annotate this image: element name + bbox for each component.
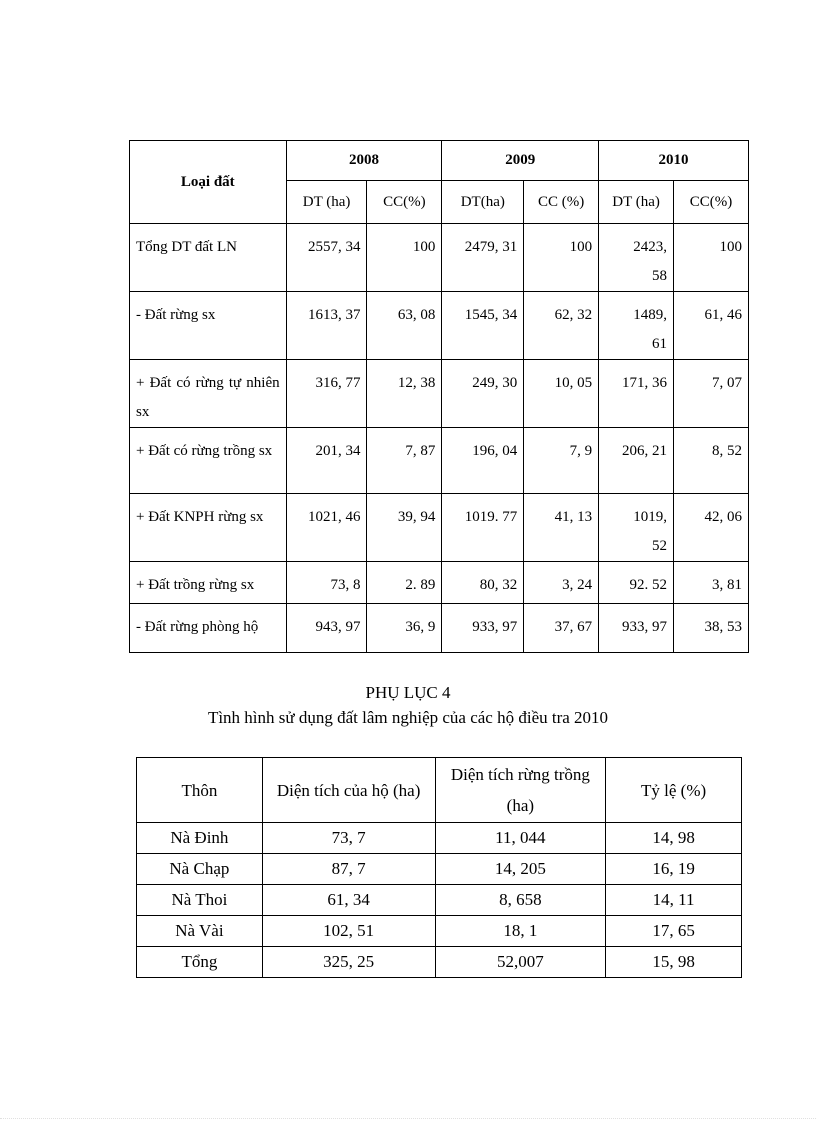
subheader-area-2009: DT(ha)	[442, 181, 524, 224]
subheader-area-2008: DT (ha)	[286, 181, 367, 224]
table-cell: 201, 34	[286, 428, 367, 494]
table-cell: 325, 25	[262, 947, 435, 978]
table-cell: 14, 98	[606, 823, 742, 854]
table-cell: 7, 9	[524, 428, 599, 494]
table-cell: 2423, 58	[599, 224, 674, 292]
subheader-percent-2010: CC(%)	[674, 181, 749, 224]
table-row	[137, 916, 742, 947]
subheader-percent-2009: CC (%)	[524, 181, 599, 224]
table-cell: 7, 07	[674, 360, 749, 428]
table-cell: 17, 65	[606, 916, 742, 947]
page-bottom-divider	[0, 1118, 816, 1119]
table-cell: 80, 32	[442, 562, 524, 604]
table-row	[130, 224, 749, 292]
table-cell: 2. 89	[367, 562, 442, 604]
table-row	[130, 360, 749, 428]
table-cell: 7, 87	[367, 428, 442, 494]
table-cell: 933, 97	[599, 604, 674, 653]
table-cell: 10, 05	[524, 360, 599, 428]
table-cell: 943, 97	[286, 604, 367, 653]
table-cell: 3, 81	[674, 562, 749, 604]
table-cell: 316, 77	[286, 360, 367, 428]
table-cell: 92. 52	[599, 562, 674, 604]
header-village: Thôn	[137, 758, 263, 823]
table-row	[130, 292, 749, 360]
table-cell: 61, 34	[262, 885, 435, 916]
table-cell: 1545, 34	[442, 292, 524, 360]
appendix-subtitle: Tình hình sử dụng đất lâm nghiệp của các hộ điều tra 2010	[207, 708, 609, 727]
table-row	[130, 494, 749, 562]
table-cell: 15, 98	[606, 947, 742, 978]
row-label: - Đất rừng sx	[130, 292, 287, 360]
header-year-2008: 2008	[286, 141, 442, 181]
table-cell: 16, 19	[606, 854, 742, 885]
table-row-total	[137, 947, 742, 978]
table-cell: 100	[524, 224, 599, 292]
table-cell: 73, 8	[286, 562, 367, 604]
table-cell: 8, 658	[435, 885, 606, 916]
table-row	[137, 823, 742, 854]
table-row	[137, 854, 742, 885]
header-ratio: Tỷ lệ (%)	[606, 758, 742, 823]
table-cell: 100	[367, 224, 442, 292]
table-cell: 39, 94	[367, 494, 442, 562]
table-cell: 41, 13	[524, 494, 599, 562]
row-label: Tổng DT đất LN	[130, 224, 287, 292]
row-label: + Đất trồng rừng sx	[130, 562, 287, 604]
row-label: - Đất rừng phòng hộ	[130, 604, 287, 653]
header-household-area: Diện tích của hộ (ha)	[262, 758, 435, 823]
table-cell: 8, 52	[674, 428, 749, 494]
table-cell: 62, 32	[524, 292, 599, 360]
row-label: + Đất có rừng tự nhiên sx	[130, 360, 287, 428]
village-name: Nà Chạp	[137, 854, 263, 885]
table-cell: 61, 46	[674, 292, 749, 360]
table-cell: 37, 67	[524, 604, 599, 653]
table-cell: 18, 1	[435, 916, 606, 947]
table-cell: 196, 04	[442, 428, 524, 494]
table-cell: 11, 044	[435, 823, 606, 854]
table-cell: 2557, 34	[286, 224, 367, 292]
table-row	[130, 562, 749, 604]
village-name: Nà Vài	[137, 916, 263, 947]
subheader-percent-2008: CC(%)	[367, 181, 442, 224]
table-row	[130, 428, 749, 494]
table-cell: 1021, 46	[286, 494, 367, 562]
header-year-2009: 2009	[442, 141, 599, 181]
table-cell: 63, 08	[367, 292, 442, 360]
village-name: Nà Thoi	[137, 885, 263, 916]
table-cell: 933, 97	[442, 604, 524, 653]
table-cell: 249, 30	[442, 360, 524, 428]
table-cell: 42, 06	[674, 494, 749, 562]
table-cell: 12, 38	[367, 360, 442, 428]
row-label: + Đất có rừng trồng sx	[130, 428, 287, 494]
table-cell: 1489, 61	[599, 292, 674, 360]
table-row	[137, 885, 742, 916]
header-planted-forest-area: Diện tích rừng trồng (ha)	[435, 758, 606, 823]
table-cell: 2479, 31	[442, 224, 524, 292]
table-row	[130, 604, 749, 653]
table-cell: 14, 205	[435, 854, 606, 885]
table-cell: 1019, 52	[599, 494, 674, 562]
household-land-table	[136, 757, 742, 978]
village-name: Nà Đinh	[137, 823, 263, 854]
header-year-2010: 2010	[599, 141, 749, 181]
row-label: + Đất KNPH rừng sx	[130, 494, 287, 562]
table-cell: 87, 7	[262, 854, 435, 885]
table-cell: 1613, 37	[286, 292, 367, 360]
table-cell: 1019. 77	[442, 494, 524, 562]
table-cell: 100	[674, 224, 749, 292]
appendix-title: PHỤ LỤC 4	[365, 683, 451, 702]
header-land-type: Loại đất	[130, 141, 287, 224]
land-use-table	[129, 140, 749, 653]
subheader-area-2010: DT (ha)	[599, 181, 674, 224]
table-cell: 171, 36	[599, 360, 674, 428]
table-cell: 102, 51	[262, 916, 435, 947]
total-label: Tổng	[137, 947, 263, 978]
table-cell: 3, 24	[524, 562, 599, 604]
table-cell: 38, 53	[674, 604, 749, 653]
table-cell: 52,007	[435, 947, 606, 978]
table-cell: 36, 9	[367, 604, 442, 653]
table-cell: 14, 11	[606, 885, 742, 916]
table-cell: 73, 7	[262, 823, 435, 854]
table-cell: 206, 21	[599, 428, 674, 494]
